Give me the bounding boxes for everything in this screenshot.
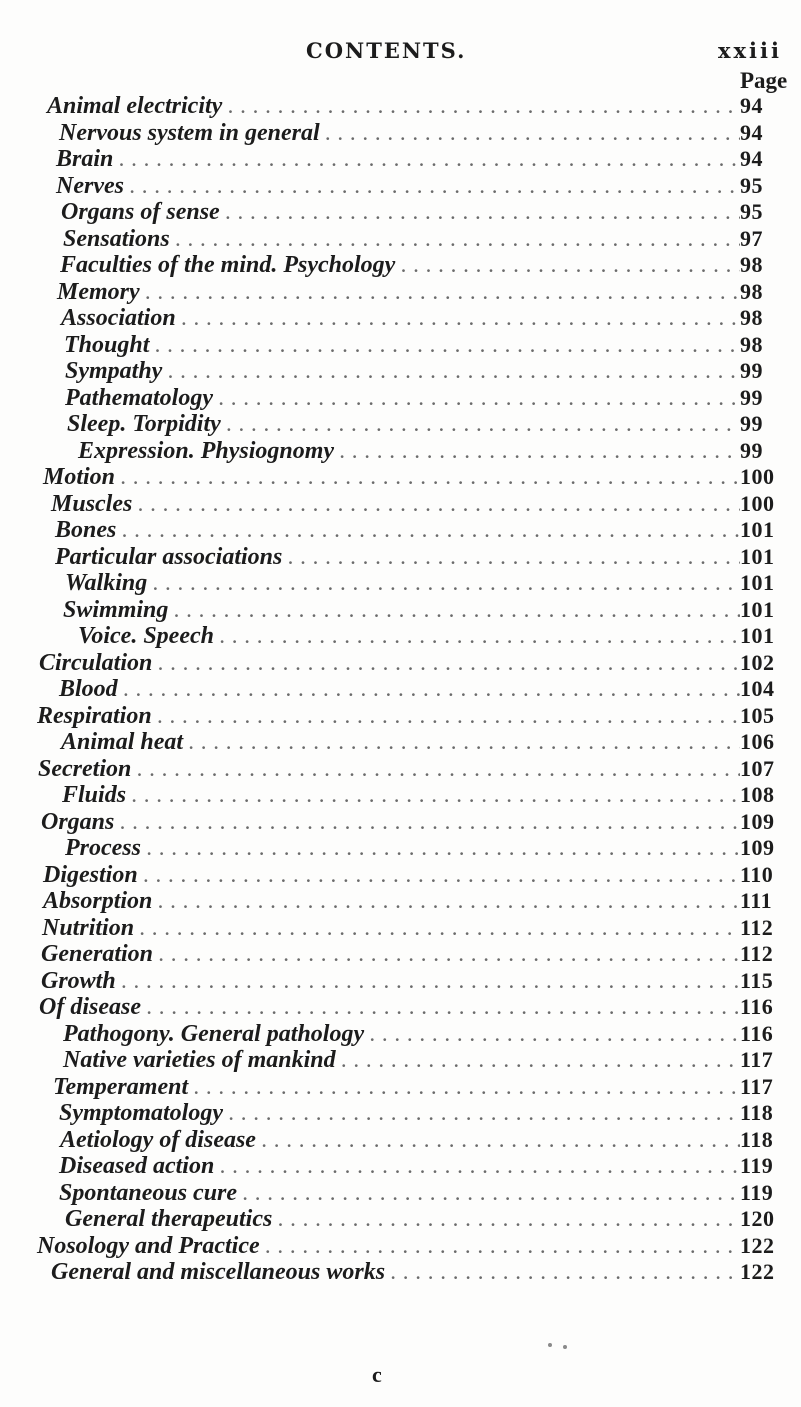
- toc-entry-page: 95: [740, 172, 763, 198]
- toc-entry-page: 109: [740, 835, 775, 860]
- dot-leader: [131, 758, 740, 785]
- dot-leader: [152, 652, 740, 679]
- dot-leader: [168, 599, 740, 626]
- toc-entry-title: Faculties of the mind. Psychology: [60, 252, 396, 278]
- toc-entry-page: 118: [740, 1100, 774, 1125]
- toc-entry-title: Blood: [59, 676, 118, 702]
- dot-leader: [221, 413, 740, 440]
- toc-entry: [0, 862, 798, 889]
- toc-entry: [0, 1259, 798, 1286]
- dot-leader: [237, 1182, 740, 1209]
- toc-entry: [0, 199, 798, 226]
- toc-entry: [0, 279, 798, 306]
- toc-entry-page: 117: [740, 1047, 774, 1072]
- toc-entry: [0, 756, 798, 783]
- toc-entry-page: 99: [740, 358, 763, 383]
- toc-entry-page: 100: [740, 490, 775, 516]
- toc-entry-title: Sensations: [63, 225, 170, 252]
- dot-leader: [272, 1208, 740, 1235]
- toc-entry-page: 104: [740, 676, 775, 701]
- toc-entry-page: 120: [740, 1206, 775, 1231]
- toc-entry-title: Nerves: [56, 172, 124, 199]
- toc-entry-page: 116: [740, 1020, 774, 1046]
- toc-entry: [0, 146, 798, 173]
- toc-entry: [0, 385, 798, 412]
- dot-leader: [176, 307, 740, 334]
- toc-entry-title: Nervous system in general: [59, 119, 320, 146]
- toc-entry-title: Process: [65, 835, 141, 861]
- toc-entry-title: Spontaneous cure: [59, 1179, 238, 1206]
- toc-entry-title: Pathogony. General pathology: [63, 1020, 365, 1047]
- dot-leader: [220, 201, 740, 228]
- toc-entry-title: Thought: [64, 331, 150, 358]
- ink-speck: [563, 1345, 567, 1349]
- toc-entry: [0, 994, 798, 1021]
- toc-entry-title: Of disease: [39, 994, 141, 1020]
- dot-leader: [124, 175, 740, 202]
- toc-entry-page: 101: [740, 596, 775, 622]
- toc-entry-page: 107: [740, 755, 775, 781]
- toc-entry: [0, 729, 798, 756]
- toc-entry-page: 119: [740, 1153, 774, 1178]
- dot-leader: [188, 1076, 740, 1103]
- toc-entry-title: Secretion: [38, 755, 132, 782]
- toc-entry-page: 117: [740, 1073, 774, 1099]
- toc-entry-title: Circulation: [39, 649, 153, 676]
- toc-entry-title: Aetiology of disease: [60, 1126, 256, 1153]
- toc-entry-title: Voice. Speech: [78, 623, 214, 649]
- toc-entry: [0, 888, 798, 915]
- toc-entry-page: 111: [740, 888, 773, 913]
- toc-entry: [0, 809, 798, 836]
- toc-entry-page: 101: [740, 517, 775, 542]
- dot-leader: [138, 864, 740, 891]
- toc-entry-page: 94: [740, 119, 763, 145]
- toc-entry: [0, 915, 798, 942]
- toc-entry-page: 108: [740, 782, 775, 807]
- toc-entry: [0, 1153, 798, 1180]
- toc-entry-page: 118: [740, 1126, 774, 1152]
- toc-entry: [0, 1047, 798, 1074]
- dot-leader: [149, 334, 740, 361]
- dot-leader: [153, 943, 740, 970]
- toc-entry: [0, 491, 798, 518]
- dot-leader: [126, 784, 740, 811]
- toc-entry-page: 112: [740, 914, 774, 940]
- toc-entry-page: 98: [740, 305, 763, 330]
- toc-entry-title: Association: [61, 305, 176, 331]
- toc-entry: [0, 411, 798, 438]
- toc-entry: [0, 968, 798, 995]
- dot-leader: [213, 387, 740, 414]
- dot-leader: [395, 254, 740, 281]
- dot-leader: [162, 360, 740, 387]
- toc-entry-page: 105: [740, 702, 775, 728]
- toc-entry-page: 101: [740, 623, 775, 648]
- running-head: [0, 38, 801, 68]
- dot-leader: [282, 546, 740, 573]
- toc-entry-title: Temperament: [53, 1073, 189, 1100]
- toc-entry-title: Expression. Physiognomy: [78, 437, 335, 464]
- dot-leader: [116, 970, 740, 997]
- toc-entry: [0, 570, 798, 597]
- dot-leader: [141, 837, 740, 864]
- toc-entry: [0, 1021, 798, 1048]
- toc-entry-page: 119: [740, 1179, 774, 1205]
- toc-entry-page: 101: [740, 570, 775, 595]
- dot-leader: [141, 996, 740, 1023]
- running-head-page-numeral: xxiii: [718, 38, 782, 63]
- toc-entry-page: 95: [740, 199, 763, 224]
- toc-entry: [0, 835, 798, 862]
- toc-entry: [0, 1180, 798, 1207]
- dot-leader: [118, 678, 740, 705]
- toc-entry-page: 115: [740, 967, 774, 993]
- signature-mark: c: [372, 1362, 382, 1387]
- toc-entry-page: 122: [740, 1259, 775, 1284]
- dot-leader: [256, 1129, 740, 1156]
- dot-leader: [147, 572, 740, 599]
- toc-entry-title: Organs: [41, 808, 115, 835]
- toc-entry-title: Animal electricity: [47, 93, 223, 119]
- toc-entry: [0, 544, 798, 571]
- toc-entry-title: Native varieties of mankind: [63, 1047, 336, 1073]
- toc-entry-page: 112: [740, 941, 774, 966]
- toc-entry-page: 94: [740, 93, 763, 118]
- toc-entry-title: Muscles: [51, 490, 133, 517]
- toc-entry-title: Organs of sense: [61, 199, 220, 225]
- toc-entry-page: 98: [740, 252, 763, 277]
- dot-leader: [183, 731, 740, 758]
- toc-entry-title: Symptomatology: [59, 1100, 223, 1126]
- toc-entry-page: 101: [740, 543, 775, 569]
- dot-leader: [214, 1155, 740, 1182]
- toc-entry: [0, 1206, 798, 1233]
- toc-entry-title: Digestion: [43, 861, 138, 888]
- running-head-title: CONTENTS.: [306, 38, 467, 63]
- toc-entry-page: 97: [740, 225, 763, 251]
- toc-entry: [0, 517, 798, 544]
- toc-entry-title: Nosology and Practice: [37, 1232, 260, 1259]
- toc-entry-page: 116: [740, 994, 774, 1019]
- toc-entry: [0, 438, 798, 465]
- ink-speck: [548, 1343, 552, 1347]
- dot-leader: [113, 148, 740, 175]
- dot-leader: [385, 1261, 740, 1288]
- toc-entry: [0, 464, 798, 491]
- toc-entry-title: General and miscellaneous works: [51, 1259, 386, 1285]
- toc-entry: [0, 226, 798, 253]
- toc-entry-page: 122: [740, 1232, 775, 1258]
- toc-entry-page: 106: [740, 729, 775, 754]
- dot-leader: [214, 625, 740, 652]
- dot-leader: [222, 95, 740, 122]
- toc-entry: [0, 332, 798, 359]
- toc-entry-title: Pathematology: [65, 384, 213, 411]
- toc-entry-title: Fluids: [62, 782, 127, 808]
- toc-entry-title: Swimming: [63, 596, 169, 623]
- toc-entry: [0, 650, 798, 677]
- toc-entry-page: 99: [740, 411, 763, 436]
- toc-entry-title: Diseased action: [59, 1153, 215, 1179]
- table-of-contents: [0, 93, 801, 1286]
- toc-entry-title: Brain: [56, 146, 114, 172]
- toc-entry-page: 100: [740, 464, 775, 489]
- toc-entry-title: Memory: [57, 278, 140, 305]
- dot-leader: [152, 890, 740, 917]
- toc-entry-title: Nutrition: [42, 914, 135, 941]
- toc-entry: [0, 305, 798, 332]
- toc-entry-title: General therapeutics: [65, 1206, 273, 1232]
- toc-entry-title: Particular associations: [55, 543, 283, 570]
- toc-entry-page: 98: [740, 278, 763, 304]
- dot-leader: [320, 122, 740, 149]
- dot-leader: [364, 1023, 740, 1050]
- toc-entry-title: Generation: [41, 941, 154, 967]
- toc-entry: [0, 1233, 798, 1260]
- toc-entry: [0, 1127, 798, 1154]
- toc-entry: [0, 173, 798, 200]
- toc-entry-title: Sleep. Torpidity: [67, 411, 221, 437]
- toc-entry-title: Absorption: [43, 888, 153, 914]
- toc-entry-page: 102: [740, 649, 775, 675]
- dot-leader: [134, 917, 740, 944]
- toc-entry: [0, 120, 798, 147]
- toc-entry-title: Animal heat: [61, 729, 184, 755]
- page-column-label: Page: [740, 68, 788, 93]
- toc-entry: [0, 252, 798, 279]
- toc-entry: [0, 358, 798, 385]
- toc-entry-title: Sympathy: [65, 358, 163, 384]
- toc-entry: [0, 1100, 798, 1127]
- toc-entry: [0, 597, 798, 624]
- toc-entry: [0, 941, 798, 968]
- dot-leader: [336, 1049, 740, 1076]
- toc-entry-page: 99: [740, 437, 763, 463]
- toc-entry-page: 98: [740, 331, 763, 357]
- toc-entry-page: 99: [740, 384, 763, 410]
- dot-leader: [260, 1235, 740, 1262]
- toc-entry-title: Bones: [55, 517, 117, 543]
- dot-leader: [152, 705, 740, 732]
- toc-entry-title: Respiration: [37, 702, 152, 729]
- toc-entry: [0, 93, 798, 120]
- toc-entry: [0, 676, 798, 703]
- toc-entry-title: Walking: [65, 570, 148, 596]
- toc-entry: [0, 782, 798, 809]
- dot-leader: [140, 281, 740, 308]
- toc-entry-page: 109: [740, 808, 775, 834]
- toc-entry-title: Growth: [41, 967, 116, 994]
- toc-entry: [0, 703, 798, 730]
- toc-entry-page: 110: [740, 861, 774, 887]
- dot-leader: [114, 811, 740, 838]
- dot-leader: [170, 228, 740, 255]
- dot-leader: [115, 466, 740, 493]
- toc-entry-page: 94: [740, 146, 763, 171]
- toc-entry: [0, 623, 798, 650]
- dot-leader: [223, 1102, 740, 1129]
- toc-entry: [0, 1074, 798, 1101]
- dot-leader: [132, 493, 740, 520]
- toc-entry-title: Motion: [43, 464, 116, 490]
- dot-leader: [334, 440, 740, 467]
- dot-leader: [116, 519, 740, 546]
